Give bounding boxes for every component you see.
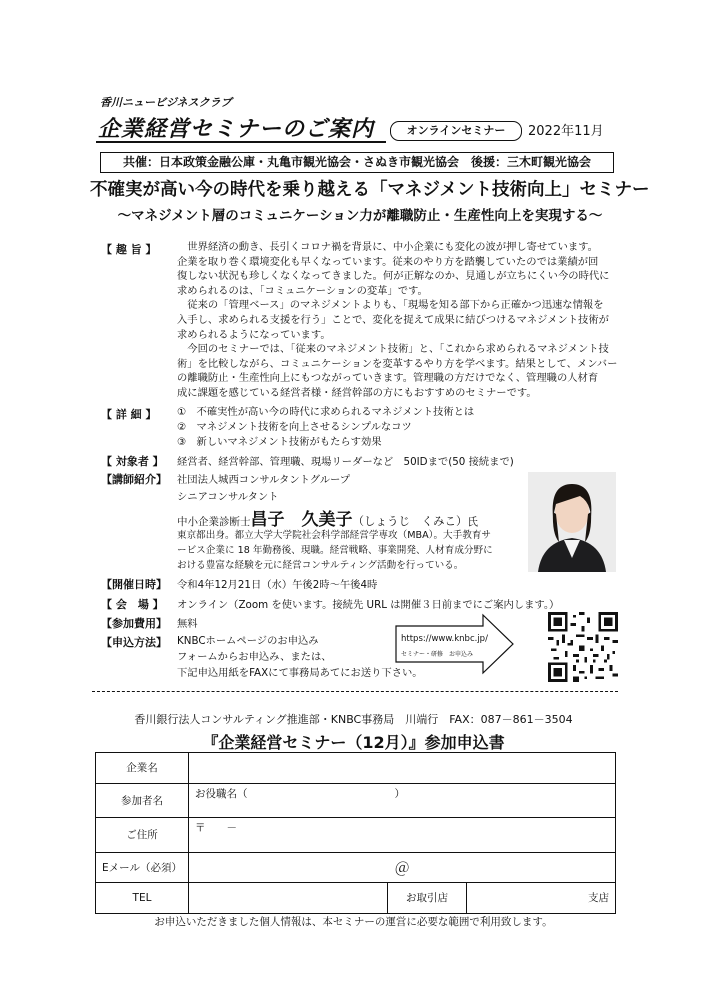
postal-mark: 〒 － [195,822,237,834]
branch-label: 支店 [588,892,609,905]
details-list [177,405,474,449]
target-text: 経営者、経営幹部、管理職、現場リーダーなど 50IDまで(50 接続まで) [177,456,514,468]
sponsors-box: 共催：日本政策金融公庫・丸亀市観光協会・さぬき市観光協会 後援：三木町観光協会 [100,152,614,173]
purpose-line: の離職防止・生産性向上にもつながっていきます。管理職の方だけでなく、管理職の人材育 [177,372,599,385]
form-row-participant [96,783,616,818]
details-item: ① 不確実性が高い今の時代に求められるマネジメント技術とは [177,406,475,418]
participant-label: 参加者名 [96,783,189,818]
purpose-line: 入手し、求められる支援を行う」ことで、変化を捉えて成果に結びつけるマネジメント技術が [177,313,609,326]
contact-line: 香川銀行法人コンサルティング推進部・KNBC事務局 川端行 FAX：087－861－3504 [134,713,573,726]
branch-field[interactable] [467,883,616,914]
details-item: ③ 新しいマネジメント技術がもたらす効果 [177,435,382,448]
privacy-note: お申込いただきました個人情報は、本セミナーの運営に必要な範囲で利用致します。 [154,916,553,928]
tel-field[interactable] [189,883,388,914]
seminar-subtitle: ～マネジメント層のコミュニケーション力が離職防止・生産性向上を実現する～ [117,208,603,224]
issue-date: 2022年11月 [528,124,604,139]
company-label: 企業名 [96,753,189,784]
apply-line: KNBCホームページのお申込み [177,635,319,647]
target-label: 【 対象者 】 [101,455,164,468]
purpose-line: 今回のセミナーでは、「従来のマネジメント技術」と、「これから求められるマネジメント技 [177,343,609,356]
apply-line: 下記申込用紙をFAXにて事務局あてにお送り下さい。 [177,667,423,679]
venue-label: 【 会 場 】 [101,598,164,611]
purpose-line: 成に課題を感じている経営者様・経営幹部の方にもおすすめのセミナーです。 [177,386,537,399]
position-placeholder: お役職名（ ） [195,787,405,800]
purpose-line: 世界経済の動き、長引くコロナ禍を背景に、中小企業にも変化の波が押し寄せています。 [177,241,598,253]
speaker-bio-line: ービス企業に 18 年勤務後、現職。経営戦略、事業開発、人材育成分野に [177,545,493,556]
form-title: 『企業経営セミナー（12月）』参加申込書 [202,733,505,752]
cut-line [92,691,618,692]
apply-url-sub: セミナー・研修 お申込み [401,651,474,658]
fee-label: 【参加費用】 [101,617,167,630]
apply-line: フォームからお申込み、または、 [177,651,332,663]
apply-url[interactable]: https://www.knbc.jp/ [401,634,488,644]
speaker-position: シニアコンサルタント [177,491,279,503]
speaker-credential: 中小企業診断士 [177,516,251,528]
participant-field[interactable] [189,783,616,818]
tel-label: TEL [96,883,189,914]
speaker-honorific: 氏 [467,516,478,528]
details-item: ② マネジメント技術を向上させるシンプルなコツ [177,420,412,433]
company-field[interactable] [189,753,616,784]
venue-text: オンライン（Zoom を使います。接続先 URL は開催３日前までにご案内します。） [177,599,560,611]
speaker-bio-line: おける豊富な経験を元に経営コンサルティング活動を行っている。 [177,560,464,571]
purpose-label: 【 趣 旨 】 [101,243,157,256]
apply-text [177,633,423,681]
purpose-text [177,240,617,401]
speaker-reading: （しょうじ くみこ） [352,514,468,528]
speaker-org: 社団法人城西コンサルタントグループ [177,474,351,486]
club-name: 香川ニュービジネスクラブ [100,96,232,109]
page-title: 企業経営セミナーのご案内 [98,117,375,142]
form-row-email [96,852,616,883]
fee-text: 無料 [177,618,198,630]
purpose-line: 術」を比較しながら、コミュニケーションを変革するやり方を学べます。結果として、メンバー [177,357,618,370]
address-field[interactable] [189,818,616,853]
details-label: 【 詳 細 】 [101,408,157,421]
seminar-title: 不確実が高い今の時代を乗り越える「マネジメント技術向上」セミナー [90,180,650,200]
speaker-bio [177,528,493,573]
url-arrow[interactable] [395,613,515,675]
bank-label: お取引店 [388,883,467,914]
purpose-line: 復しない状況も珍しくなくなってきました。何が正解なのか、見通しが立ちにくい今の時代に [177,270,610,283]
datetime-label: 【開催日時】 [101,578,167,591]
form-row-tel [96,883,616,914]
speaker-name-line [177,505,478,530]
online-badge: オンラインセミナー [390,121,522,141]
apply-label: 【申込方法】 [101,636,167,649]
speaker-bio-line: 東京都出身。都立大学大学院社会科学部経営学専攻（MBA）。大手教育サ [177,530,492,541]
purpose-line: 求められるのは、「コミュニケーションの変革」です。 [177,284,428,297]
qr-code[interactable] [548,612,618,682]
speaker-photo [528,472,616,572]
speaker-name: 昌子 久美子 [250,510,353,530]
email-label: Eメール（必須） [96,852,189,883]
title-underline [96,141,386,143]
form-row-address [96,818,616,853]
email-field[interactable] [189,852,616,883]
speaker-label: 【講師紹介】 [101,473,167,486]
purpose-line: 求められるようになっています。 [177,328,331,341]
purpose-line: 従来の「管理ベース」のマネジメントよりも、「現場を知る部下から正確かつ迅速な情報を [177,299,604,312]
datetime-text: 令和4年12月21日（水）午後2時～午後4時 [177,579,378,591]
at-sign: ＠ [394,858,410,877]
purpose-line: 企業を取り巻く環境変化も早くなっています。従来のやり方を踏襲していたのでは業績が回 [177,255,599,268]
form-row-company [96,753,616,784]
application-form [95,752,616,914]
address-label: ご住所 [96,818,189,853]
